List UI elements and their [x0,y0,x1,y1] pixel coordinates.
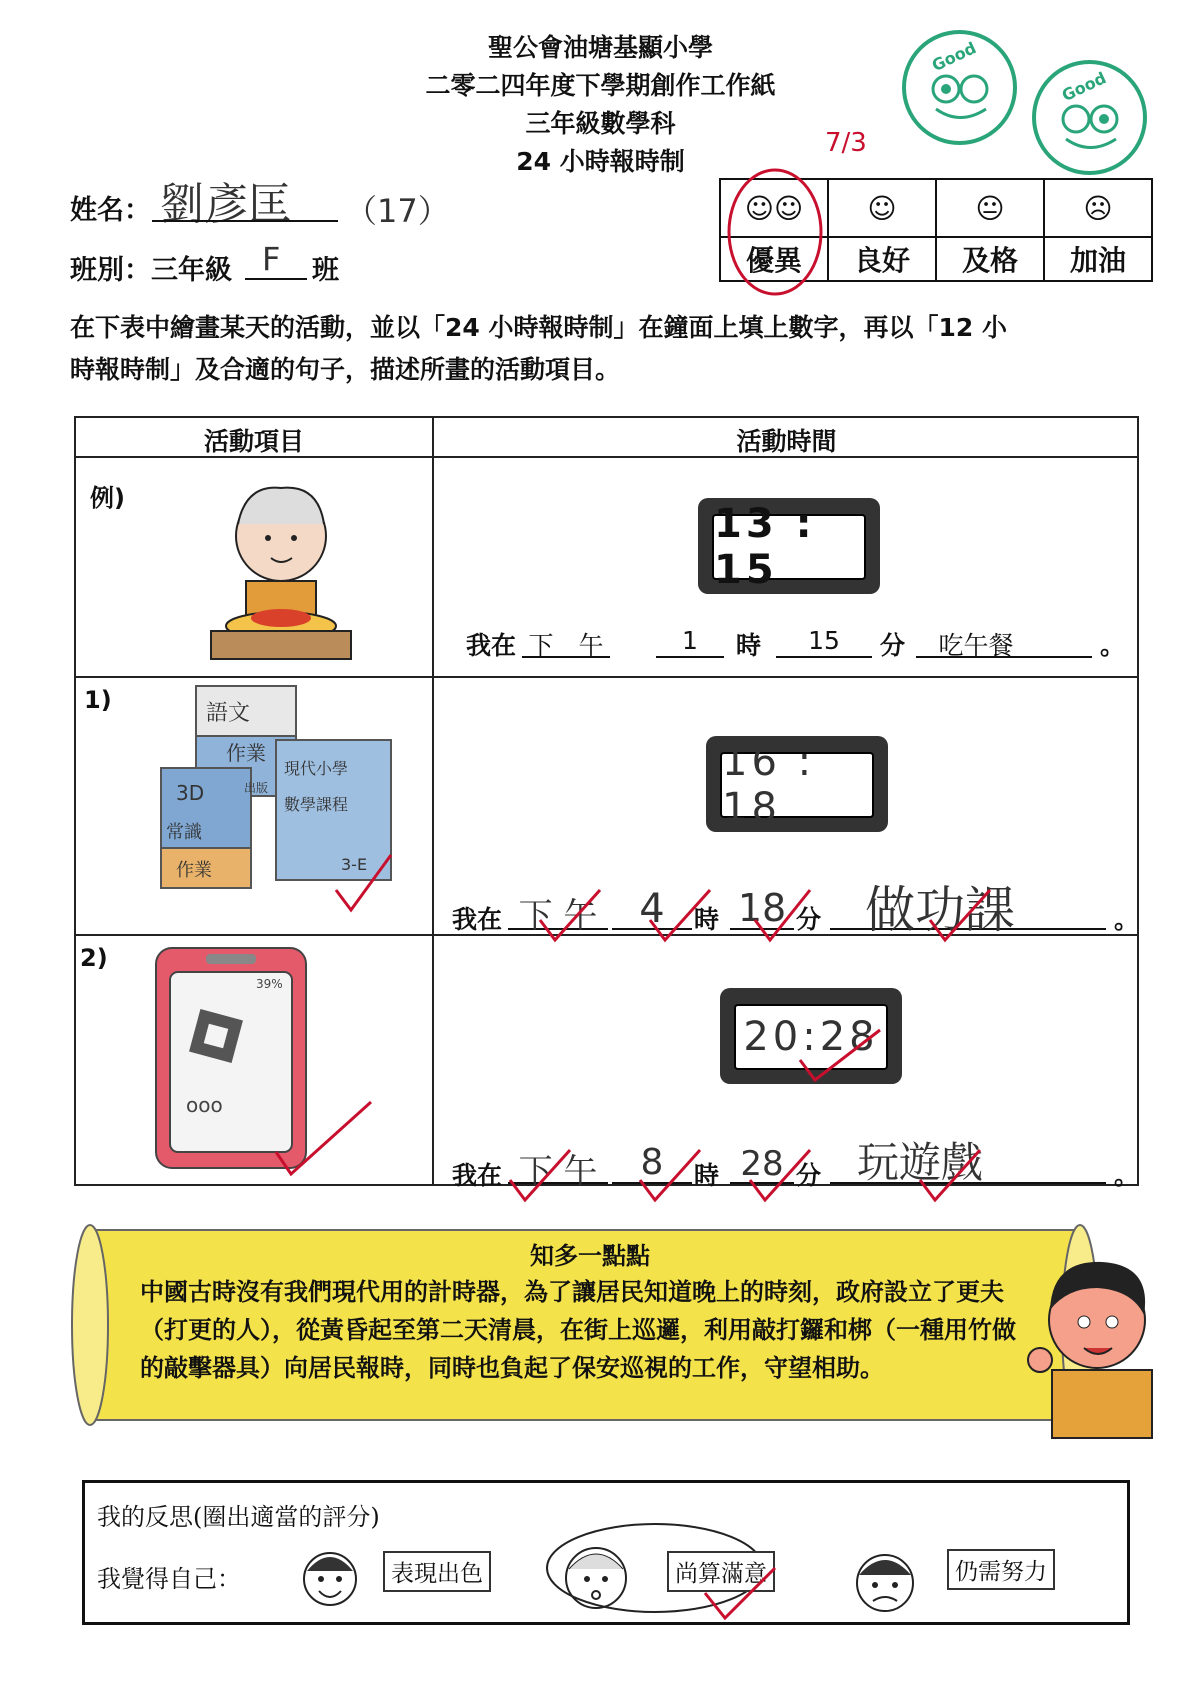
minute-unit: 分 [880,631,906,660]
book-title: 作業 [176,860,212,881]
rating-face-good-icon: ☺ [828,179,936,237]
checkmark-icon [695,1563,785,1623]
phone-game-drawing [146,942,386,1182]
sentence-minute: 28 [740,1144,784,1184]
sentence-end: 。 [1100,631,1126,660]
good-stamp [902,30,1017,145]
instruction-line-1: 在下表中繪畫某天的活動，並以「24 小時報時制」在鐘面上填上數字，再以「12 小 [70,313,1007,342]
name-label: 姓名： [70,195,151,226]
worried-face-icon [845,1537,925,1623]
digital-clock [706,736,888,832]
row-label: 1) [84,686,112,714]
hour-unit: 時 [694,905,720,934]
rating-label-pass: 及格 [936,237,1044,281]
book-title: 語文 [206,701,251,726]
topic-title: 24 小時報時制 [516,147,685,176]
sentence-hour: 8 [640,1142,664,1183]
reflection-title: 我的反思(圈出適當的評分) [97,1503,380,1531]
hour-unit: 時 [736,631,762,660]
rating-face-tryharder-icon: ☹ [1044,179,1152,237]
eating-lunch-drawing [206,466,356,666]
class-underline [245,278,307,280]
stamp-label: Good [1058,68,1110,106]
happy-face-icon [295,1541,365,1621]
checkmark-icon [755,890,810,940]
book-title: 常識 [166,822,202,843]
row-label: 2) [80,944,108,972]
sentence-activity: 吃午餐 [938,631,1014,660]
phone-dots: ooo [186,1093,223,1117]
checkmark-icon [650,890,710,940]
sentence-period: 下 午 [528,631,604,660]
boy-character-illustration [1012,1240,1162,1440]
sentence-hour: 1 [682,626,698,655]
rating-label-good: 良好 [828,237,936,281]
checkmark-icon [800,1030,880,1080]
book-title: 作業 [226,741,266,765]
sentence-prefix: 我在 [466,631,517,660]
reflection-option-excellent[interactable]: 表現出色 [383,1551,491,1592]
checkmark-icon [930,890,990,940]
sentence-minute: 15 [808,626,840,655]
scroll-title: 知多一點點 [530,1242,650,1270]
subject-title: 三年級數學科 [525,109,676,138]
checkmark-icon [510,1150,570,1200]
rating-label-excellent: 優異 [720,237,828,281]
digital-clock [698,498,880,594]
sentence-prefix: 我在 [452,1161,503,1190]
book-title: 3-E [341,855,368,874]
scroll-text-line: （打更的人），從黃昏起至第二天清晨，在街上巡邏，利用敲打鑼和梆（一種用竹做 [140,1316,1016,1344]
rating-label-tryharder: 加油 [1044,237,1152,281]
column-header-time: 活動時間 [736,427,837,456]
term-title: 二零二四年度下學期創作工作紙 [425,71,776,100]
name-underline [152,220,338,222]
checkmark-icon [540,890,600,940]
checkmark-icon [640,1150,700,1200]
class-value: F [262,240,281,278]
sentence-hour: 4 [639,886,665,932]
sentence-activity: 玩遊戲 [856,1138,983,1187]
book-title: 3D [176,781,205,805]
table-divider [432,418,434,1184]
school-name: 聖公會油塘基顯小學 [487,33,713,62]
class-label: 班別：三年級 [70,255,232,286]
class-suffix: 班 [312,255,339,286]
column-header-activity: 活動項目 [203,427,304,456]
hour-unit: 時 [694,1161,720,1190]
student-number: （17） [345,192,450,230]
scroll-text-line: 中國古時沒有我們現代用的計時器，為了讓居民知道晚上的時刻，政府設立了更夫 [140,1278,1004,1306]
rating-face-excellent-icon: ☺☺ [720,179,828,237]
reflection-option-needs-effort[interactable]: 仍需努力 [947,1549,1055,1590]
activity-table [74,416,1139,1186]
teacher-checkmarks [500,1120,1140,1210]
frog-stamp-icon [1036,64,1143,171]
scroll-text-line: 的敲擊器具）向居民報時，同時也負起了保安巡視的工作，守望相助。 [140,1354,884,1382]
sentence-end: 。 [1114,1161,1140,1190]
checkmark-icon [920,1150,980,1200]
minute-unit: 分 [796,905,822,934]
clock-display: 16 : 18 [720,752,874,818]
name-value: 劉彥匡 [160,179,292,230]
book-title: 現代小學 [284,759,349,778]
rating-face-pass-icon: 😐 [936,179,1044,237]
stamp-label: Good [928,38,980,76]
minute-unit: 分 [796,1161,822,1190]
reflection-prompt: 我覺得自己： [97,1565,241,1593]
info-scroll [70,1210,1110,1440]
reflection-option-satisfactory[interactable]: 尚算滿意 [667,1551,775,1592]
homework-books-drawing [116,680,416,930]
clock-display: 20:28 [734,1004,888,1070]
sentence-end: 。 [1114,905,1140,934]
sentence-period: 下 午 [518,1152,598,1192]
good-stamp [1032,60,1147,175]
frog-stamp-icon [906,34,1013,141]
selected-rating-circle [720,160,830,300]
battery-text: 39% [256,977,283,991]
instruction-line-2: 時報時制」及合適的句子，描述所畫的活動項目。 [70,355,621,384]
sentence-period: 下 午 [518,896,598,936]
clock-display: 13 : 15 [712,514,866,580]
table-divider [76,676,1137,678]
sentence-activity: 做功課 [865,881,1015,939]
teacher-checkmarks [780,1010,900,1100]
sentence-minute: 18 [737,886,787,930]
checkmark-icon [750,1150,810,1200]
sentence-prefix: 我在 [452,905,503,934]
row-label: 例) [90,484,125,512]
teacher-checkmarks [500,860,1140,950]
reflection-box [82,1480,1130,1625]
book-title: 數學課程 [284,795,349,814]
book-title: 出版 [244,781,269,795]
score-mark: 7/3 [825,128,867,158]
